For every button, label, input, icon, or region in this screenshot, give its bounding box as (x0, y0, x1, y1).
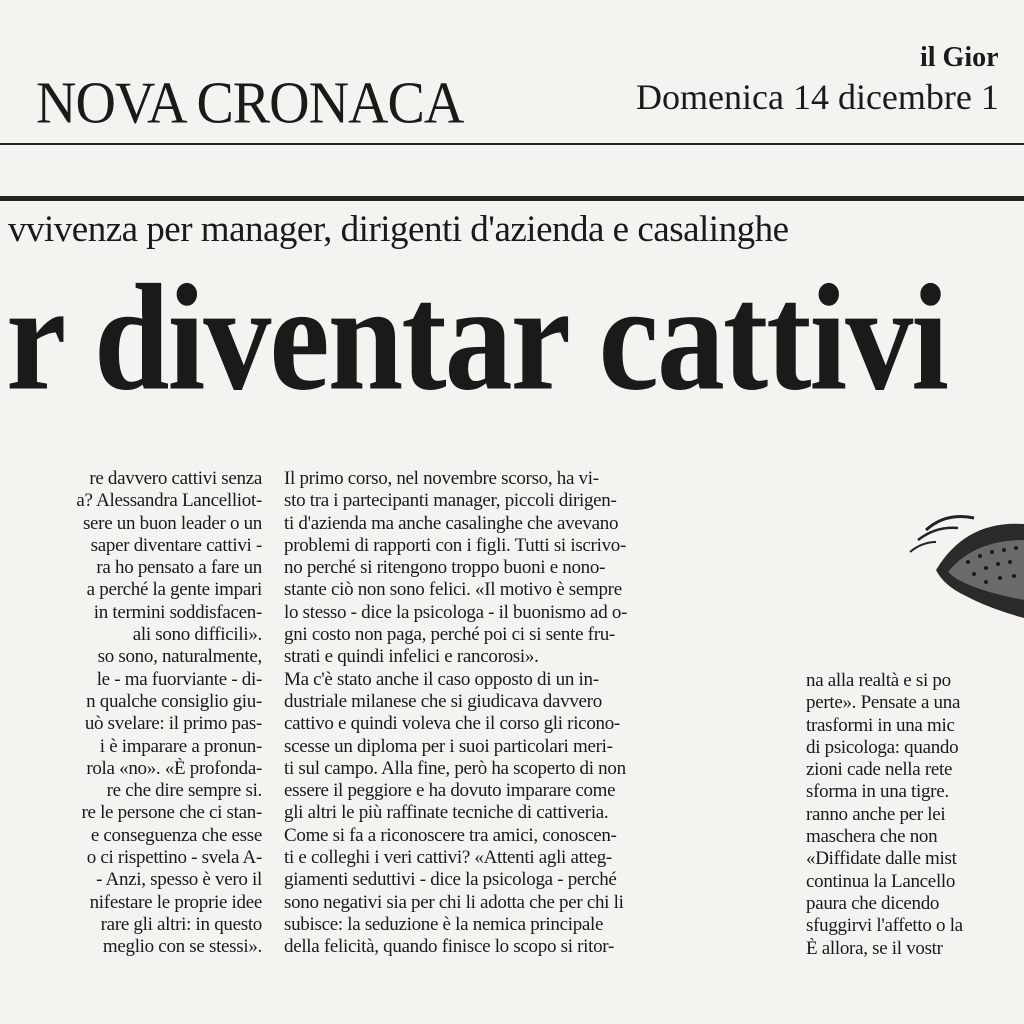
publication-date: Domenica 14 dicembre 1 (636, 77, 999, 117)
article-line: ti sul campo. Alla fine, però ha scoperto di non (284, 757, 626, 779)
article-line: - Anzi, spesso è vero il (96, 869, 262, 891)
article-line: perte». Pensate a una (806, 692, 961, 714)
article-line: cattivo e quindi voleva che il corso gli ricono- (284, 713, 620, 735)
article-line: scesse un diploma per i suoi particolari meri- (284, 735, 613, 757)
newspaper-name: il Gior (920, 42, 999, 73)
article-line: n qualche consiglio giu- (86, 690, 262, 712)
article-line: a perché la gente impari (86, 579, 262, 601)
article-line: stante ciò non sono felici. «Il motivo è sempre (284, 579, 622, 601)
article-line: i è imparare a pronun- (99, 735, 262, 757)
article-line: ti d'azienda ma anche casalinghe che avevano (284, 512, 619, 534)
article-line: essere il peggiore e ha dovuto imparare come (284, 780, 616, 802)
article-line: sto tra i partecipanti manager, piccoli dirigen- (284, 490, 617, 512)
masthead-rule-thick (0, 196, 1024, 201)
article-column-2 (284, 468, 784, 959)
article-line: di psicologa: quando (806, 736, 959, 758)
article-column-1 (0, 468, 262, 959)
article-line: meglio con se stessi». (102, 936, 262, 958)
article-headline: r diventar cattivi (6, 254, 948, 423)
article-line: trasformi in una mic (806, 714, 955, 736)
article-line: Il primo corso, nel novembre scorso, ha vi- (284, 468, 599, 489)
article-line: e conseguenza che esse (90, 824, 262, 846)
article-line: sere un buon leader o un (82, 512, 262, 534)
article-line: della felicità, quando finisce lo scopo si ritor- (284, 936, 614, 958)
article-line: ti e colleghi i veri cattivi? «Attenti agli atteg- (284, 847, 612, 869)
article-line: dustriale milanese che si giudicava davvero (284, 690, 602, 712)
article-line: sfuggirvi l'affetto o la (806, 915, 963, 937)
article-line: lo stesso - dice la psicologa - il buonismo ad o- (284, 601, 628, 623)
article-line: sforma in una tigre. (806, 781, 949, 803)
article-line: re che dire sempre si. (106, 780, 262, 802)
article-line: «Diffidate dalle mist (806, 848, 957, 870)
article-line: ranno anche per lei (806, 803, 946, 825)
article-line: paura che dicendo (806, 892, 940, 914)
article-line: Ma c'è stato anche il caso opposto di un in- (284, 668, 599, 690)
article-line: in termini soddisfacen- (93, 601, 262, 623)
article-line: strati e quindi infelici e rancorosi». (284, 646, 539, 668)
article-line: Come si fa a riconoscere tra amici, conoscen- (284, 824, 617, 846)
article-line: ra ho pensato a fare un (96, 557, 262, 579)
article-line: subisce: la seduzione è la nemica principale (284, 913, 604, 935)
article-line: gni costo non paga, perché poi ci si sente fru- (284, 624, 615, 646)
article-line: le - ma fuorviante - di- (96, 668, 262, 690)
article-line: na alla realtà e si po (806, 670, 951, 691)
article-line: maschera che non (806, 826, 938, 848)
article-line: gli altri le più raffinate tecniche di cattiveria. (284, 802, 609, 824)
masthead-rule-thin (0, 143, 1024, 145)
article-line: È allora, se il vostr (806, 937, 943, 959)
article-line: a? Alessandra Lancelliot- (76, 490, 262, 512)
article-line: continua la Lancello (806, 870, 956, 892)
article-line: uò svelare: il primo pas- (84, 713, 262, 735)
article-line: ali sono difficili». (132, 624, 262, 646)
article-line: rare gli altri: in questo (100, 913, 262, 935)
article-line: rola «no». «È profonda- (86, 757, 262, 779)
article-line: o ci rispettino - svela A- (86, 847, 262, 869)
article-column-3 (806, 670, 1024, 960)
article-line: sono negativi sia per chi li adotta che per chi li (284, 891, 624, 913)
article-line: re le persone che ci stan- (81, 802, 262, 824)
article-line: saper diventare cattivi - (90, 534, 262, 556)
article-line: no perché si ritengono troppo buoni e nono- (284, 557, 606, 579)
section-title: NOVA CRONACA (36, 71, 464, 137)
article-line: so sono, naturalmente, (97, 646, 262, 668)
article-line: re davvero cattivi senza (89, 468, 262, 489)
article-line: nifestare le proprie idee (89, 891, 262, 913)
article-line: problemi di rapporti con i figli. Tutti si iscrivo- (284, 534, 626, 556)
article-line: giamenti seduttivi - dice la psicologa - perché (284, 869, 617, 891)
article-line: zioni cade nella rete (806, 759, 953, 781)
article-kicker: vvivenza per manager, dirigenti d'azienda e casalinghe (8, 209, 789, 250)
cartoon-illustration (896, 500, 1024, 640)
